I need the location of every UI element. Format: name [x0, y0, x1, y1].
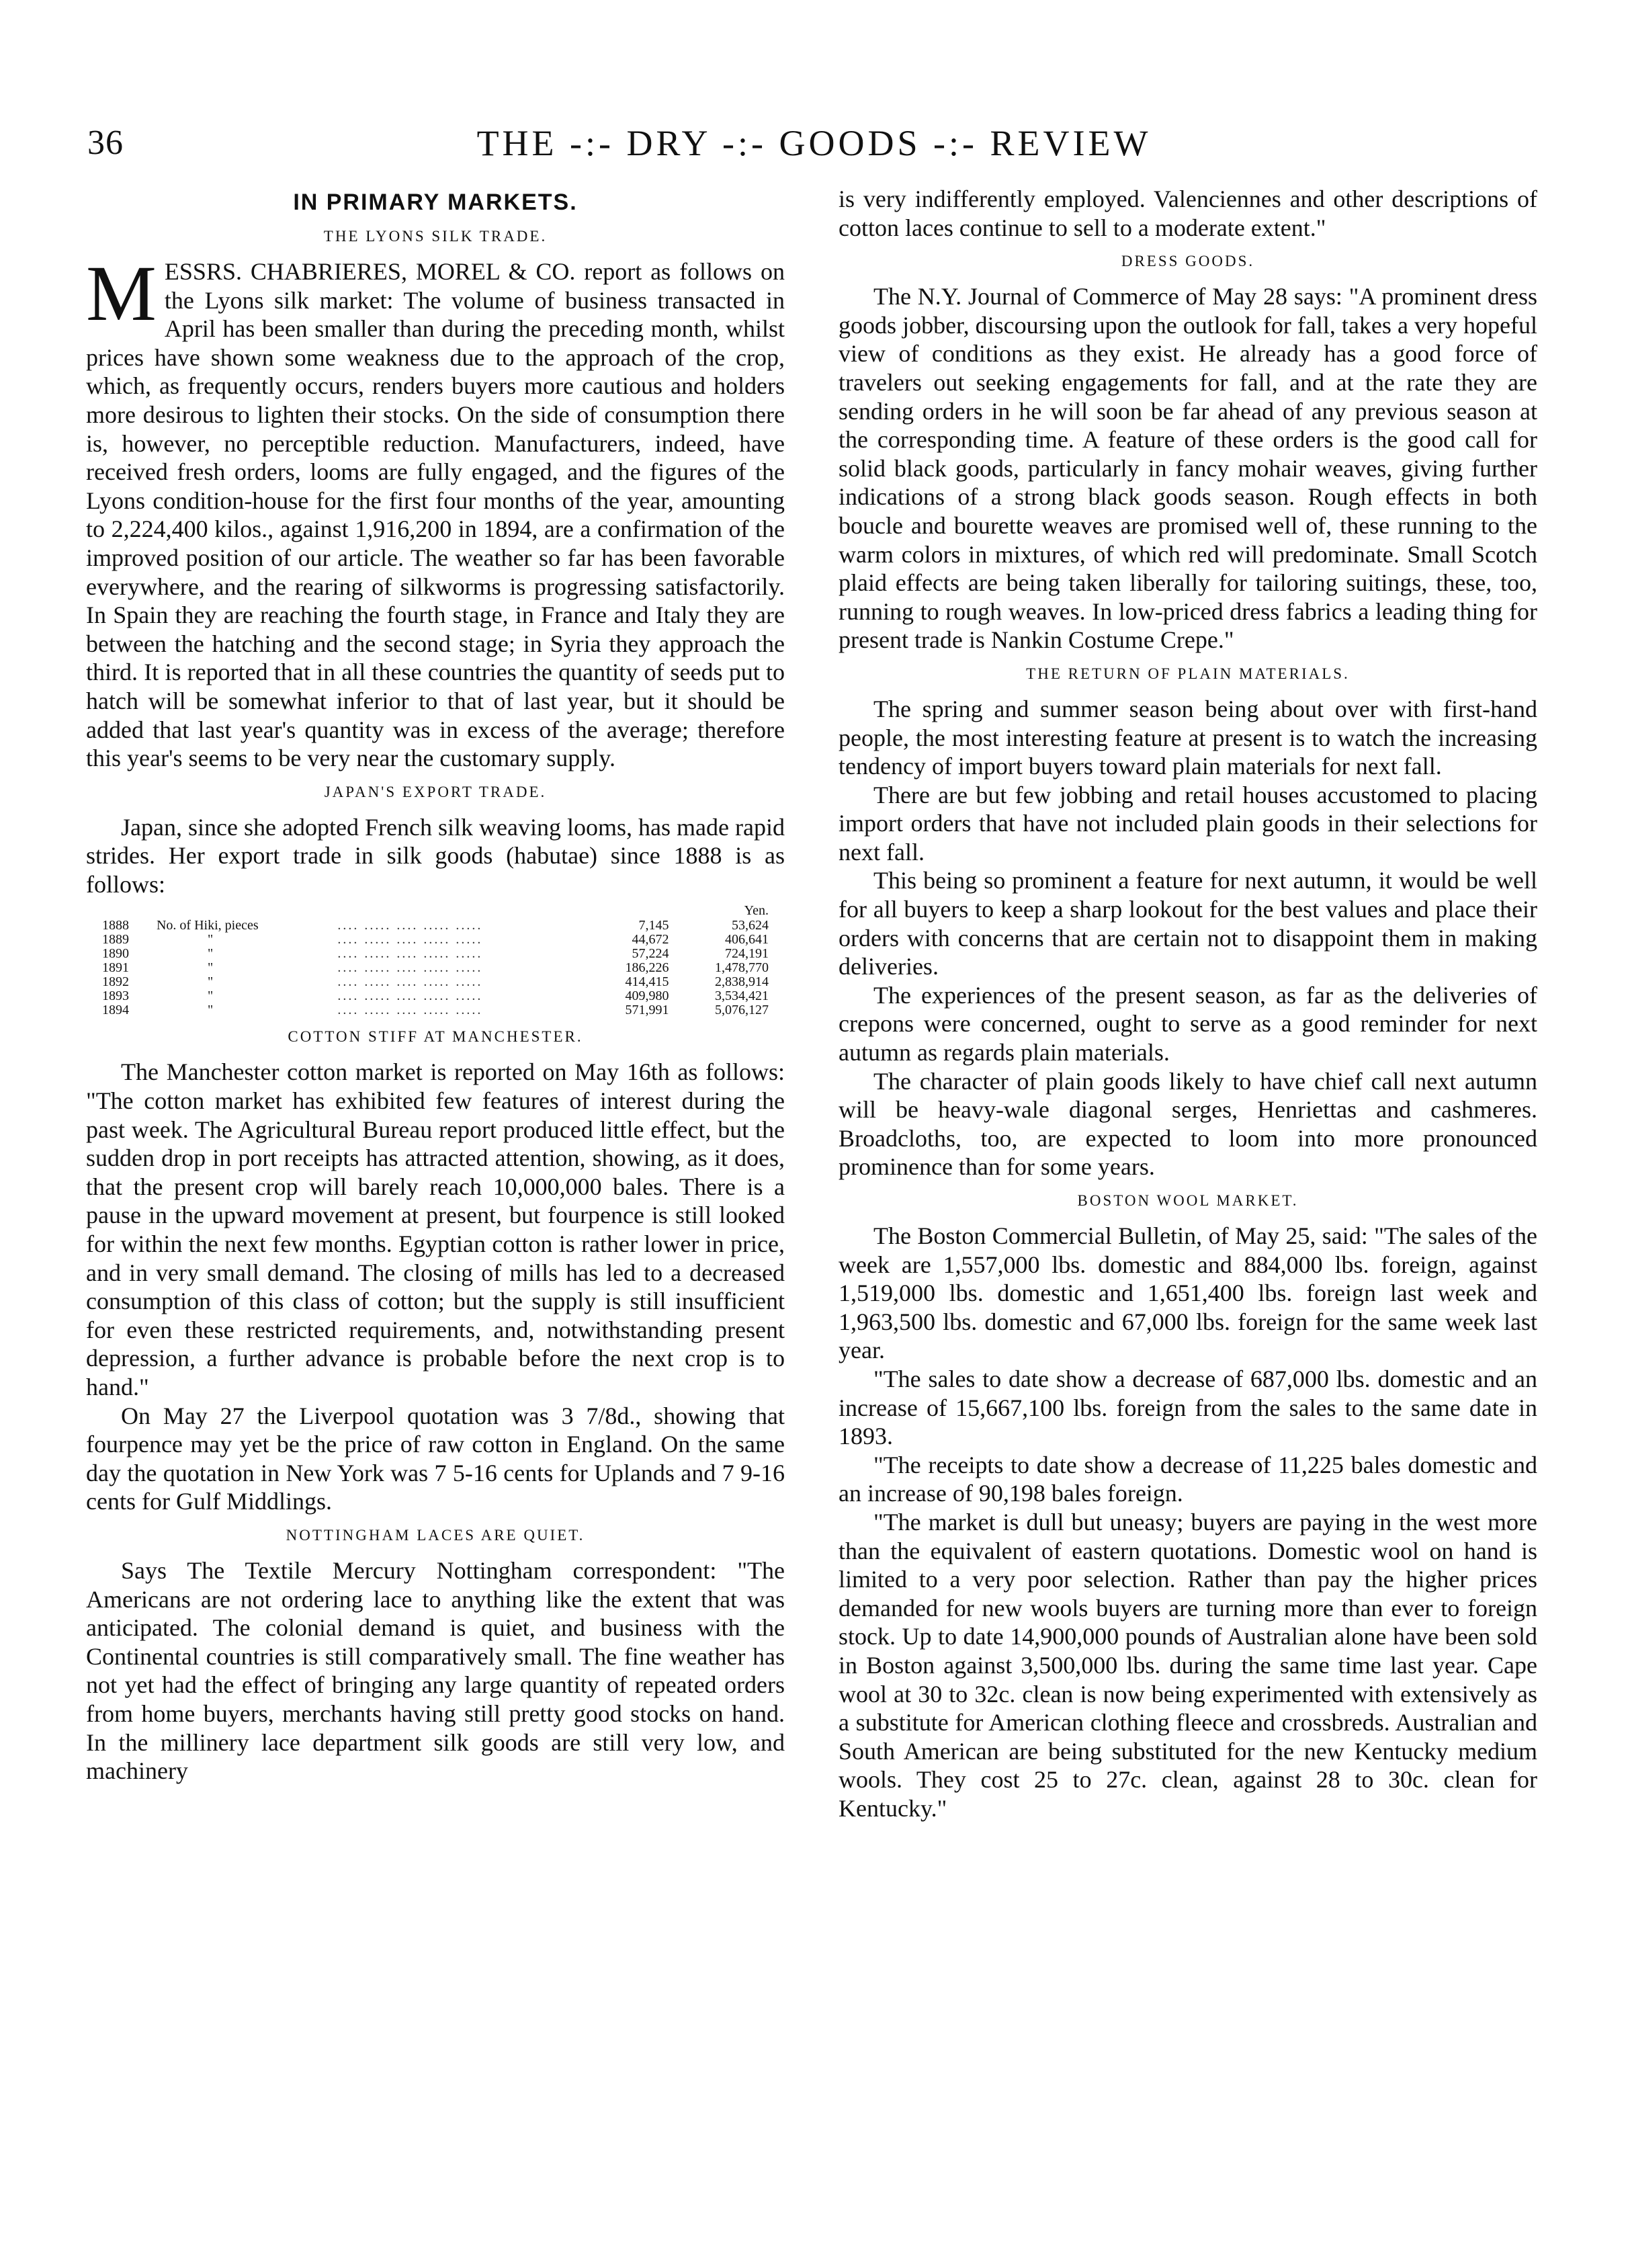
table-row	[99, 975, 771, 989]
subhead-japan-export: JAPAN'S EXPORT TRADE.	[324, 783, 547, 800]
yen-header: Yen.	[744, 903, 769, 919]
table-row	[99, 1003, 771, 1017]
right-column	[839, 185, 1537, 1822]
lyons-text: ESSRS. CHABRIERES, MOREL & CO. report as follows on the Lyons silk market: The volume of business transacted in April has been smaller than during the preceding month, whilst prices have shown some weakness due to the approach of the crop, which, as frequently occurs, renders buyers more cautious and holders more desirous to lighten their stocks. On the side of consumption there is, however, no perceptible reduction. Manufacturers, indeed, have received fresh orders, looms are fully engaged, and the figures of the Lyons condition-house for the first four months of the year, amounting to 2,224,400 kilos., against 1,916,200 in 1894, are a confirmation of the improved position of our article. The weather so far has been favorable everywhere, and the rearing of silkworms is progressing satisfactorily. In Spain they are reaching the fourth stage, in France and Italy they are between the hatching and the second stage; in Syria they approach the third. It is reported that in all these countries the quantity of seeds put to hatch will be somewhat inferior to that of last year, but it should be added that last year's quantity was in excess of the average; therefore this year's seems to be very near the customary supply.	[86, 258, 785, 772]
cell-label: "	[207, 960, 214, 976]
wool-paragraph: "The market is dull but uneasy; buyers are paying in the west more than the equivalent of eastern quotations. Domestic wool on hand is limited to a very poor selection. Rather than pay the higher prices demanded for new wools buyers are turning more than ever to foreign stock. Up to date 14,900,000 pounds of Australian alone have been sold in Boston against 3,500,000 lbs. during the same time last year. Cape wool at 30 to 32c. clean is now being experimented with extensively as a substitute for American clothing fleece and crossbreds. Australian and South American are being substituted for the new Kentucky medium wools. They cost 25 to 27c. clean, against 28 to 30c. clean for Kentucky."	[839, 1508, 1537, 1822]
cell-label: "	[207, 1003, 214, 1018]
continuation-paragraph: is very indifferently employed. Valenciennes and other descriptions of cotton laces continue to sell to a moderate extent."	[839, 185, 1537, 241]
cell-pieces: 186,226	[625, 960, 669, 976]
cotton-paragraph-2: On May 27 the Liverpool quotation was 3 7/8d., showing that fourpence may yet be the price of raw cotton in England. On the same day the quotation in New York was 7 5-16 cents for Uplands and 7 9-16 cents for Gulf Middlings.	[86, 1402, 785, 1515]
running-head	[87, 120, 1541, 167]
japan-paragraph: Japan, since she adopted French silk weaving looms, has made rapid strides. Her export trade in silk goods (habutae) since 1888 is as follows:	[86, 813, 785, 898]
wool-paragraph: "The sales to date show a decrease of 687,000 lbs. domestic and an increase of 15,667,100 lbs. foreign from the sales to the same date in 1893.	[839, 1365, 1537, 1450]
plain-paragraph: The experiences of the present season, as far as the deliveries of crepons were concerned, ought to serve as a good reminder for next autumn as regards plain materials.	[839, 981, 1537, 1066]
drop-cap: M	[86, 249, 157, 337]
cell-year: 1890	[102, 946, 129, 962]
cell-pieces: 409,980	[625, 989, 669, 1004]
subhead-dress-goods: DRESS GOODS.	[1121, 253, 1255, 270]
cell-year: 1889	[102, 932, 129, 948]
cell-yen: 2,838,914	[715, 974, 769, 990]
plain-paragraph: The character of plain goods likely to have chief call next autumn will be heavy-wale diagonal serges, Henriettas and cashmeres. Broadcloths, too, are expected to loom into more pronounced prominence than for some years.	[839, 1067, 1537, 1181]
subhead-nottingham: NOTTINGHAM LACES ARE QUIET.	[286, 1526, 585, 1544]
cotton-paragraph-1: The Manchester cotton market is reported on May 16th as follows: "The cotton market has exhibited few features of interest during the past week. The Agricultural Bureau report produced little effect, but the sudden drop in port receipts has attracted attention, showing, as it does, that the present crop will barely reach 10,000,000 bales. There is a pause in the upward movement at present, but fourpence is still looked for within the next few months. Egyptian cotton is rather lower in price, and in very small demand. The closing of mills has led to a decreased consumption of this class of cotton; but the supply is still insufficient for even these restricted requirements, and, notwithstanding present depression, a further advance is probable before the next crop is to hand."	[86, 1058, 785, 1400]
leader-dots: .... ..... .... ..... .....	[337, 918, 483, 933]
cell-yen: 724,191	[725, 946, 769, 962]
leader-dots: .... ..... .... ..... .....	[337, 1003, 483, 1018]
table-row	[99, 933, 771, 947]
export-table-header	[99, 902, 771, 919]
cell-year: 1888	[102, 918, 129, 933]
cell-yen: 3,534,421	[715, 989, 769, 1004]
export-table	[99, 902, 771, 1017]
cell-yen: 1,478,770	[715, 960, 769, 976]
cell-pieces: 7,145	[638, 918, 669, 933]
cell-yen: 406,641	[725, 932, 769, 948]
cell-label: "	[207, 932, 214, 948]
page-number: 36	[87, 124, 124, 162]
cell-pieces: 414,415	[625, 974, 669, 990]
leader-dots: .... ..... .... ..... .....	[337, 932, 483, 948]
leader-dots: .... ..... .... ..... .....	[337, 960, 483, 976]
table-row	[99, 947, 771, 961]
cell-year: 1893	[102, 989, 129, 1004]
cell-pieces: 57,224	[632, 946, 669, 962]
leader-dots: .... ..... .... ..... .....	[337, 989, 483, 1004]
cell-yen: 53,624	[732, 918, 769, 933]
cell-yen: 5,076,127	[715, 1003, 769, 1018]
dress-goods-paragraph: The N.Y. Journal of Commerce of May 28 says: "A prominent dress goods jobber, discoursing upon the outlook for fall, takes a very hopeful view of conditions as they exist. He already has a good force of travelers out seeking engagements for fall, and at the rate they are sending orders in he will soon be far ahead of any previous season at the corresponding time. A feature of these orders is the good call for solid black goods, particularly in fancy mohair weaves, giving further indications of a strong black goods season. Rough effects in both boucle and bourette weaves are promised well of, these running to the warm colors in mixtures, of which red will predominate. Small Scotch plaid effects are being taken liberally for tailoring suitings, these, too, running to rough weaves. In low-priced dress fabrics a leading thing for present trade is Nankin Costume Crepe."	[839, 283, 1537, 654]
cell-label: "	[207, 974, 214, 990]
leader-dots: .... ..... .... ..... .....	[337, 974, 483, 990]
wool-paragraph: "The receipts to date show a decrease of 11,225 bales domestic and an increase of 90,198 bales foreign.	[839, 1451, 1537, 1507]
lyons-paragraph	[86, 249, 785, 773]
section-title: IN PRIMARY MARKETS.	[293, 190, 578, 215]
cell-year: 1894	[102, 1003, 129, 1018]
leader-dots: .... ..... .... ..... .....	[337, 946, 483, 962]
cell-label: No. of Hiki, pieces	[156, 918, 259, 933]
nottingham-paragraph: Says The Textile Mercury Nottingham correspondent: "The Americans are not ordering lace to anything like the extent that was anticipated. The colonial demand is quiet, and business with the Continental countries is still comparatively small. The fine weather has not yet had the effect of bringing any large quantity of repeated orders from home buyers, merchants having still pretty good stocks on hand. In the millinery lace department silk goods are still very low, and machinery	[86, 1556, 785, 1785]
subhead-boston-wool: BOSTON WOOL MARKET.	[1077, 1192, 1299, 1209]
subhead-plain-materials: THE RETURN OF PLAIN MATERIALS.	[1026, 665, 1350, 682]
cell-pieces: 571,991	[625, 1003, 669, 1018]
cell-label: "	[207, 946, 214, 962]
page-title: THE -:- DRY -:- GOODS -:- REVIEW	[476, 123, 1152, 163]
cell-pieces: 44,672	[632, 932, 669, 948]
wool-paragraph: The Boston Commercial Bulletin, of May 25, said: "The sales of the week are 1,557,000 lbs. domestic and 884,000 lbs. foreign, against 1,519,000 lbs. domestic and 1,651,400 lbs. foreign last week and 1,963,500 lbs. domestic and 67,000 lbs. foreign for the same week last year.	[839, 1222, 1537, 1364]
plain-paragraph: There are but few jobbing and retail houses accustomed to placing import orders that have not included plain goods in their selections for next fall.	[839, 781, 1537, 866]
table-row	[99, 989, 771, 1003]
plain-paragraph: This being so prominent a feature for next autumn, it would be well for all buyers to keep a sharp lookout for the best values and place their orders with concerns that are certain not to disappoint them in making deliveries.	[839, 867, 1537, 980]
subhead-cotton: COTTON STIFF AT MANCHESTER.	[288, 1028, 583, 1046]
table-row	[99, 961, 771, 975]
cell-year: 1892	[102, 974, 129, 990]
left-column	[86, 185, 785, 1786]
plain-paragraph: The spring and summer season being about over with first-hand people, the most interesting feature at present is to watch the increasing tendency of import buyers toward plain materials for next fall.	[839, 695, 1537, 780]
cell-label: "	[207, 989, 214, 1004]
table-row	[99, 919, 771, 933]
subhead-lyons-silk: THE LYONS SILK TRADE.	[323, 228, 548, 245]
cell-year: 1891	[102, 960, 129, 976]
